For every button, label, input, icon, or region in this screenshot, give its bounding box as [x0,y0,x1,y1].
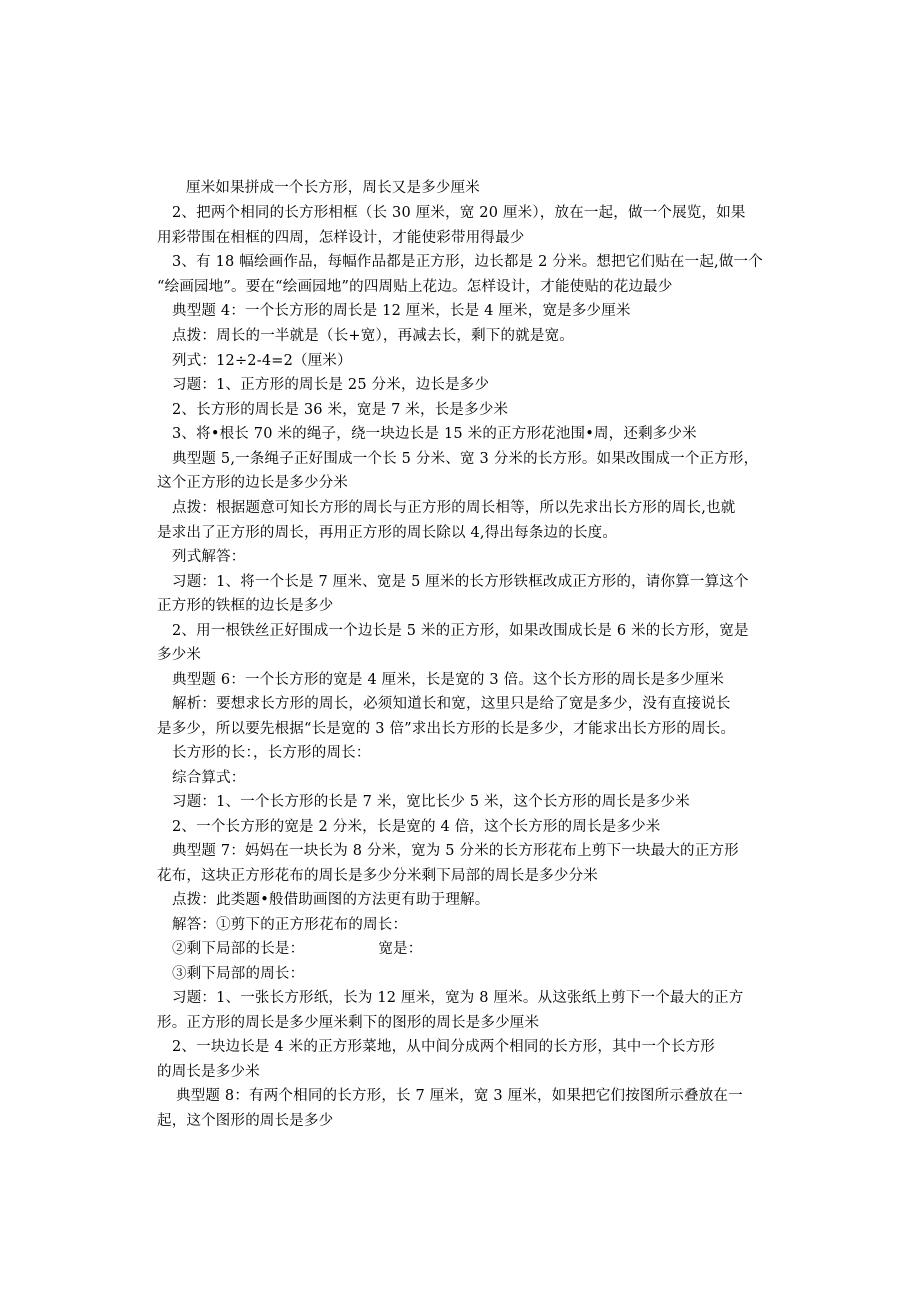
text-line: 列式解答： [172,549,246,565]
text-line: 多少米 [157,647,202,663]
text-line: 长方形的长：，长方形的周长： [172,745,371,761]
text-line: 解答：①剪下的正方形花布的周长： [172,917,408,933]
text-line: 2、把两个相同的长方形相框（长 30 厘米，宽 20 厘米），放在一起，做一个展览，如果 [172,205,746,221]
text-line: 2、用一根铁丝正好围成一个边长是 5 米的正方形，如果改围成长是 6 米的长方形，宽是 [172,623,749,639]
text-line: 是多少，所以要先根据“长是宽的 3 倍”求出长方形的长是多少，才能求出长方形的周长。 [157,721,736,737]
text-line: 点拨：此类题•般借助画图的方法更有助于理解。 [172,892,490,908]
text-line: 习题：1、一个长方形的长是 7 米，宽比长少 5 米，这个长方形的周长是多少米 [172,794,690,810]
text-line: 厘米如果拼成一个长方形，周长又是多少厘米 [186,180,480,196]
text-line: 典型题 8：有两个相同的长方形，长 7 厘米，宽 3 厘米，如果把它们按图所示叠放在一 [176,1088,743,1104]
text-line: 典型题 7：妈妈在一块长为 8 分米，宽为 5 分米的长方形花布上剪下一块最大的正方形 [172,843,739,859]
text-line: 典型题 4：一个长方形的周长是 12 厘米，长是 4 厘米，宽是多少厘米 [172,303,631,319]
text-line: 点拨：根据题意可知长方形的周长与正方形的周长相等，所以先求出长方形的周长,也就 [172,500,736,516]
text-line: 典型题 6：一个长方形的宽是 4 厘米，长是宽的 3 倍。这个长方形的周长是多少厘米 [172,672,725,688]
text-line [172,939,422,959]
text-line: 正方形的铁框的边长是多少 [157,598,334,614]
text-line: 2、一个长方形的宽是 2 分米，长是宽的 4 倍，这个长方形的周长是多少米 [172,819,661,835]
text-line: 2、一块边长是 4 米的正方形菜地，从中间分成两个相同的长方形，其中一个长方形 [172,1039,715,1055]
text-line: 用彩带围在相框的四周，怎样设计，才能使彩带用得最少 [157,230,525,246]
text-line: 典型题 5,一条绳子正好围成一个长 5 分米、宽 3 分米的长方形。如果改围成一个正方形， [172,451,759,467]
text-line: 综合算式： [172,770,246,786]
text-line: 列式：12÷2-4=2（厘米） [172,353,352,369]
text-line: 习题：1、将一个长是 7 厘米、宽是 5 厘米的长方形铁框改成正方形的，请你算一算这个 [172,574,749,590]
text-line: 形。正方形的周长是多少厘米剩下的图形的周长是多少厘米 [157,1015,540,1031]
text-line: 2、长方形的周长是 36 米，宽是 7 米，长是多少米 [172,402,509,418]
text-line: 是求出了正方形的周长，再用正方形的周长除以 4,得出每条边的长度。 [157,525,618,541]
text-line: “绘画园地”。要在“绘画园地”的四周贴上花边。怎样设计，才能使贴的花边最少 [157,279,673,295]
remaining-length-label: ②剩下局部的长是： [172,941,305,957]
text-line: 点拨：周长的一半就是（长+宽），再减去长，剩下的就是宽。 [172,328,574,344]
text-line: 的周长是多少米 [157,1064,260,1080]
text-line: 花布，这块正方形花布的周长是多少分米剩下局部的周长是多少分米 [157,868,598,884]
text-line: 习题：1、正方形的周长是 25 分米，边长是多少 [172,377,490,393]
text-line: 3、有 18 幅绘画作品，每幅作品都是正方形，边长都是 2 分米。想把它们贴在一起,做一个 [172,254,763,270]
text-line: 3、将•根长 70 米的绳子，绕一块边长是 15 米的正方形花池围•周，还剩多少米 [172,426,697,442]
text-line: 解析：要想求长方形的周长，必须知道长和宽，这里只是给了宽是多少，没有直接说长 [172,696,731,712]
text-line: ③剩下局部的周长： [172,966,305,982]
text-line: 这个正方形的边长是多少分米 [157,475,349,491]
text-line: 起，这个图形的周长是多少 [157,1113,334,1129]
text-line: 习题：1、一张长方形纸，长为 12 厘米，宽为 8 厘米。从这张纸上剪下一个最大的正方 [172,990,744,1006]
remaining-width-label: 宽是： [378,941,423,957]
